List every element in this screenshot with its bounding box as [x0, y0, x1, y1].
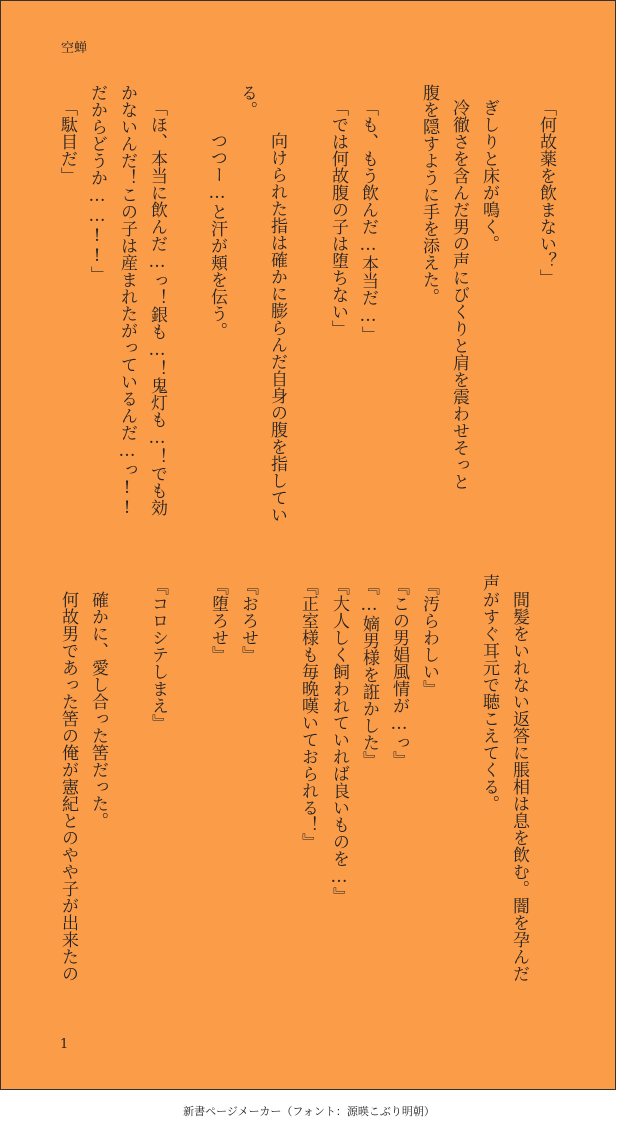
text-column: 声がすぐ耳元で聴こえてくる。: [479, 574, 499, 812]
text-column: 「ほ、本当に飲んだ…っ！銀も…！鬼灯も…！でも効: [147, 99, 167, 516]
text-column: 「も、もう飲んだ…本当だ…」: [358, 99, 378, 343]
text-column: 『汚らわしい』: [419, 578, 439, 697]
text-column: 確かに、愛し合った筈だった。: [88, 591, 108, 829]
text-column: 『大人しく飼われていれば良いものを…』: [329, 578, 349, 904]
text-column: だからどうか……!!」: [87, 84, 107, 283]
text-column: 『正室様も毎晩嘆いておられる！』: [298, 578, 318, 850]
text-column: 『この男娼風情が…っ』: [389, 578, 409, 768]
text-column: 何故男であった筈の俺が憲紀とのやや子が出来たの: [58, 591, 78, 982]
text-column: 「では何故腹の子は堕ちない」: [328, 99, 348, 337]
text-column: 「何故薬を飲まない？」: [536, 99, 556, 286]
footer-caption: 新書ページメーカー（フォント：源暎こぶり明朝）: [183, 1105, 435, 1118]
text-column: 間髪をいれない返答に脹相は息を飲む。闇を孕んだ: [509, 591, 529, 982]
text-column: 冷徹さを含んだ男の声にびくりと肩を震わせそっと: [449, 99, 469, 490]
text-column: 『堕ろせ』: [208, 578, 228, 663]
text-column: 腹を隠すように手を添えた。: [419, 84, 439, 305]
text-column: る。: [237, 84, 257, 118]
text-column: かないんだ！この子は産まれたがっているんだ…っ!!: [117, 84, 137, 518]
text-column: ぎしりと床が鳴く。: [479, 99, 499, 252]
text-column: 『コロシテしまえ』: [148, 578, 168, 731]
page-title: 空蝉: [61, 41, 88, 56]
text-column: 『…嫡男様を誑かした』: [359, 578, 379, 768]
text-column: 「駄目だ」: [57, 99, 77, 184]
text-column: つつー…と汗が頬を伝う。: [207, 132, 227, 339]
text-column: 『おろせ』: [238, 578, 258, 663]
text-column: 向けられた指は確かに膨らんだ自身の腹を指してい: [267, 132, 287, 523]
page-number: 1: [60, 1037, 69, 1052]
